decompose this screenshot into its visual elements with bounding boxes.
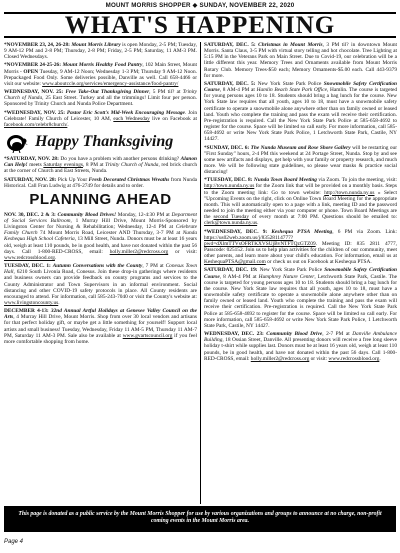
event-item: NOV. 30, DEC. 2 & 3: Community Blood Drives! Monday, 12-4:30 PM at Department of Social Services Ballroom, 1 Murray Hill Drive, Mount Morris-Sponsored by Livingston Center for Nursing & Rehabilitation; Wednesday, 12-4 PM at Celebrate Family Church 74 Mount Morris Road, Leicester AND Thursday, 3-7 PM at Nunda Keshequa High School Cafeteria, 13 Mill Street, Nunda. Donors must be at least 16 years old, weigh at least 110 pounds, be in good health, and have not donated within the past 56 days. Call 1-800-RED-CROSS, email: holly.miller2@redcross.org or visit: www.redcrossblood.org. bbox=[4, 211, 197, 261]
thanksgiving-heading-block bbox=[4, 131, 197, 153]
event-item: *SATURDAY, NOV. 28: Do you have a problem with another persons drinking? Alanon Can Help! meets Saturday evenings, 8 PM at Trinity Church of Nunda, red brick church at the corner of Church and East Streets, Nunda. bbox=[4, 156, 197, 175]
event-item: SATURDAY, DEC. 19: New York State Park Police Snowmobile Safety Certification Course, 8 AM-4 PM at Humphrey Nature Center, Letchworth State Park, Castile. The course is targeted for young persons ages 10 to 18. Students should bring a bag lunch for the course. New York State law requires that all youth, ages 10 to 18, must have a snowmobile safety certificate to operate a snowmobile alone anywhere other than on family owned or leased land. Youth who complete the training and pass the exam will receive their certification. Pre-registration is required. Call the New York State Park Police at 585-658-4692 to register for the course. Space will be limited so call early. For more information, call 585-658-4692 or write New York State Park Police, 1 Letchworth State Park, Castile, NY 14427. bbox=[204, 267, 397, 329]
footer-notice: This page is donated as a public service by the Mount Morris Shopper for use by various organizations and groups to announce at no charge, non-profit coming events in the Mount Morris area. bbox=[4, 506, 396, 532]
event-item: WEDNESDAY, NOV. 25: Free Take-Out Thanksgiving Dinner, 5 PM til? at Trinity Church of Nunda, 25 East Street. Turkey and all the trimmings! Limit four per person. Sponsored by Trinity Church and Nunda Police Department. bbox=[4, 89, 197, 108]
event-item: *TUESDAY, DEC. 8: Nunda Town Board Meeting via Zoom. To join the meeting, visit: http://town.nunda.ny.us for the Zoom link that will be provided on a monthly basis. Steps to the Zoom meeting link: Go to town website: http://town.nunda.ny.us » Select "Upcoming Events on the right, click on Online Town Board Meeting for the appropriate month. This will automatically open to a page with a link, meeting ID and the password needed to join the meeting either via your computer or phone. Town Board Meetings are the second Tuesday of every month at 7:00 PM. Questions should be emailed to: clerk@town.nunda.ny.us. bbox=[204, 177, 397, 227]
event-item: SATURDAY, DEC. 5: Christmas in Mount Morris, 3 PM til? in downtown Mount Morris. Santa Claus, 3-5 PM with virtual story telling and hot chocolate. Tree Lighting at 5:15 PM in the Veterans Park on Main Street. Due to Covid-19, our celebration will be a little different this year. Memory Trees and Ornaments available from Mount Morris Rotary Club. Memory Trees-$50 each; Memory Ornaments-$5.00 each. Call 443-9379 for more. bbox=[204, 42, 397, 79]
event-item: *WEDNESDAY, DEC. 9: Keshequa PTSA Meeting, 6 PM via Zoom. Link: https://us02web.zoom.us/j/83528114777?pwd=dXlmTTVsOFRTKXVSUjBvNTFTQzGTZ09. Meeting ID: 835 2811 4777, Passcode: 025152. Join us to help plan activities for the children of our community, meet other parents, and learn more about your child's education. For information, email us at KeshequaPTSA@gmail.com or check us out on Facebook at Keshequa PTSA. bbox=[204, 228, 397, 266]
event-item: DECEMBER 4-13: 32nd Annual Artful Holidays at Genesee Valley Council on the Arts, 4 Murray Hill Drive, Mount Morris. Shop from over 30 local vendors and artisans for that perfect holiday gift, or maybe get a little something for yourself! Support local artists and small business! Tuesday, Wednesday, Friday 11 AM-5 PM, Thursday 11 AM-7 PM, Saturday 11 AM-3 PM. Sale also be available at www.gvartscouncil.org if you feel more comfortable shopping from home. bbox=[4, 308, 197, 345]
page-number: Page 4 bbox=[4, 539, 24, 545]
event-item: *WEDNESDAY, NOV. 25: Pastor Eric Scott's Mid-Week Encouraging Message. Join Celebrate! Family Church of Leicester, 10 AM, each Wednesday live on Facebook at facebook.com/celebr8church/. bbox=[4, 109, 197, 128]
left-column bbox=[4, 42, 197, 504]
masthead-line: MOUNT MORRIS SHOPPER ◆ SUNDAY, NOVEMBER 22, 2020 bbox=[105, 2, 295, 9]
event-item: TUESDAY, DEC. 1: Autumn Conversations with the County, 7 PM at Conesus Town Hall, 6210 South Livonia Road, Conesus. Join these drop-in gatherings where residents and business owners can provide feedback on county programs and services to the County Administrator and Town Supervisors in an informal environment. Social distancing and other COVID-19 safety protocols in place. All County residents are encouraged to attend. For information, call 585-243-7040 or visit the County's website at: www.livingstoncounty.us. bbox=[4, 263, 197, 306]
event-item: WEDNESDAY, DEC. 23: Community Blood Drive, 2-7 PM at Danville Ambulance Building, 18 Ossian Street, Danville. All presenting donors will receive a free long sleeve holiday t-shirt while supplies last. Donors must be at least 16 years old, weigh at least 110 pounds, be in good health, and have not donated within the past 56 days. Call 1-800-RED-CROSS, email: holly.miller2@redcross.org or visit: www.redcrossblood.org. bbox=[204, 331, 397, 362]
event-item: SATURDAY, DEC. 5: New York State Park Police Snowmobile Safety Certification Course, 8 AM-4 PM at Hamlin Beach State Park Office, Hamlin. The course is targeted for young persons ages 10 to 18. Students should bring a bag lunch for the course. New York State law requires that all youth, ages 10 to 18, must have a snowmobile safety certificate to operate a snowmobile alone anywhere other than on family owned or leased land. Youth who complete the training and pass the exam will receive their certification. Pre-registration is required. Call the New York State Park Police at 585-658-4692 to register for the course. Space will be limited so call early. For more information, call 585-658-4692 or write New York State Park Police, 1 Letchworth State Park, Castile, NY 14427. bbox=[204, 80, 397, 143]
column-divider bbox=[200, 42, 201, 504]
event-item: SATURDAY, NOV. 28: Pick Up Your Fresh Decorated Christmas Wreaths from Nunda Historical. Call Fran Ludwig at 476-2749 for details and to order. bbox=[4, 176, 197, 189]
event-item: *NOVEMBER 24-25-26: Mount Morris Healthy Food Pantry, 102 Main Street, Mount Morris - OPEN Tuesday, 9 AM-12 Noon; Wednesday 1-3 PM; Thursday 9 AM-12 Noon. Prepackaged Food Only. Some deliveries possible, Danville as well. Call 658-4466 or visit our website: www.aboutccle.org/services/emergency-assistance/food-pantry/ bbox=[4, 62, 197, 87]
turkey-icon bbox=[4, 131, 30, 153]
event-item: *SUNDAY, DEC. 6: The Nunda Museum and Rose Shore Gallery will be restarting our "First Sunday" hours, 2-4 PM this weekend at 24 Portage Street, Nunda. Stop by and see some new artifacts and displays, get help with your family or property research, and much more. We will be following state guidelines, so please wear masks & practice social distancing! bbox=[204, 144, 397, 176]
page-title: WHAT'S HAPPENING bbox=[4, 12, 396, 38]
event-item: *NOVEMBER 23, 24, 26-28: Mount Morris Library is open Monday, 2-5 PM; Tuesday, 9 AM-12 PM and 2-8 PM; Thursday, 2-8 PM; Friday, 2-5 PM; Saturday, 11 AM-3 PM. Closed Wednesdays. bbox=[4, 42, 197, 61]
right-column bbox=[204, 42, 397, 504]
thanksgiving-heading: Happy Thanksgiving bbox=[35, 133, 174, 151]
planning-ahead-heading: PLANNING AHEAD bbox=[29, 190, 172, 208]
